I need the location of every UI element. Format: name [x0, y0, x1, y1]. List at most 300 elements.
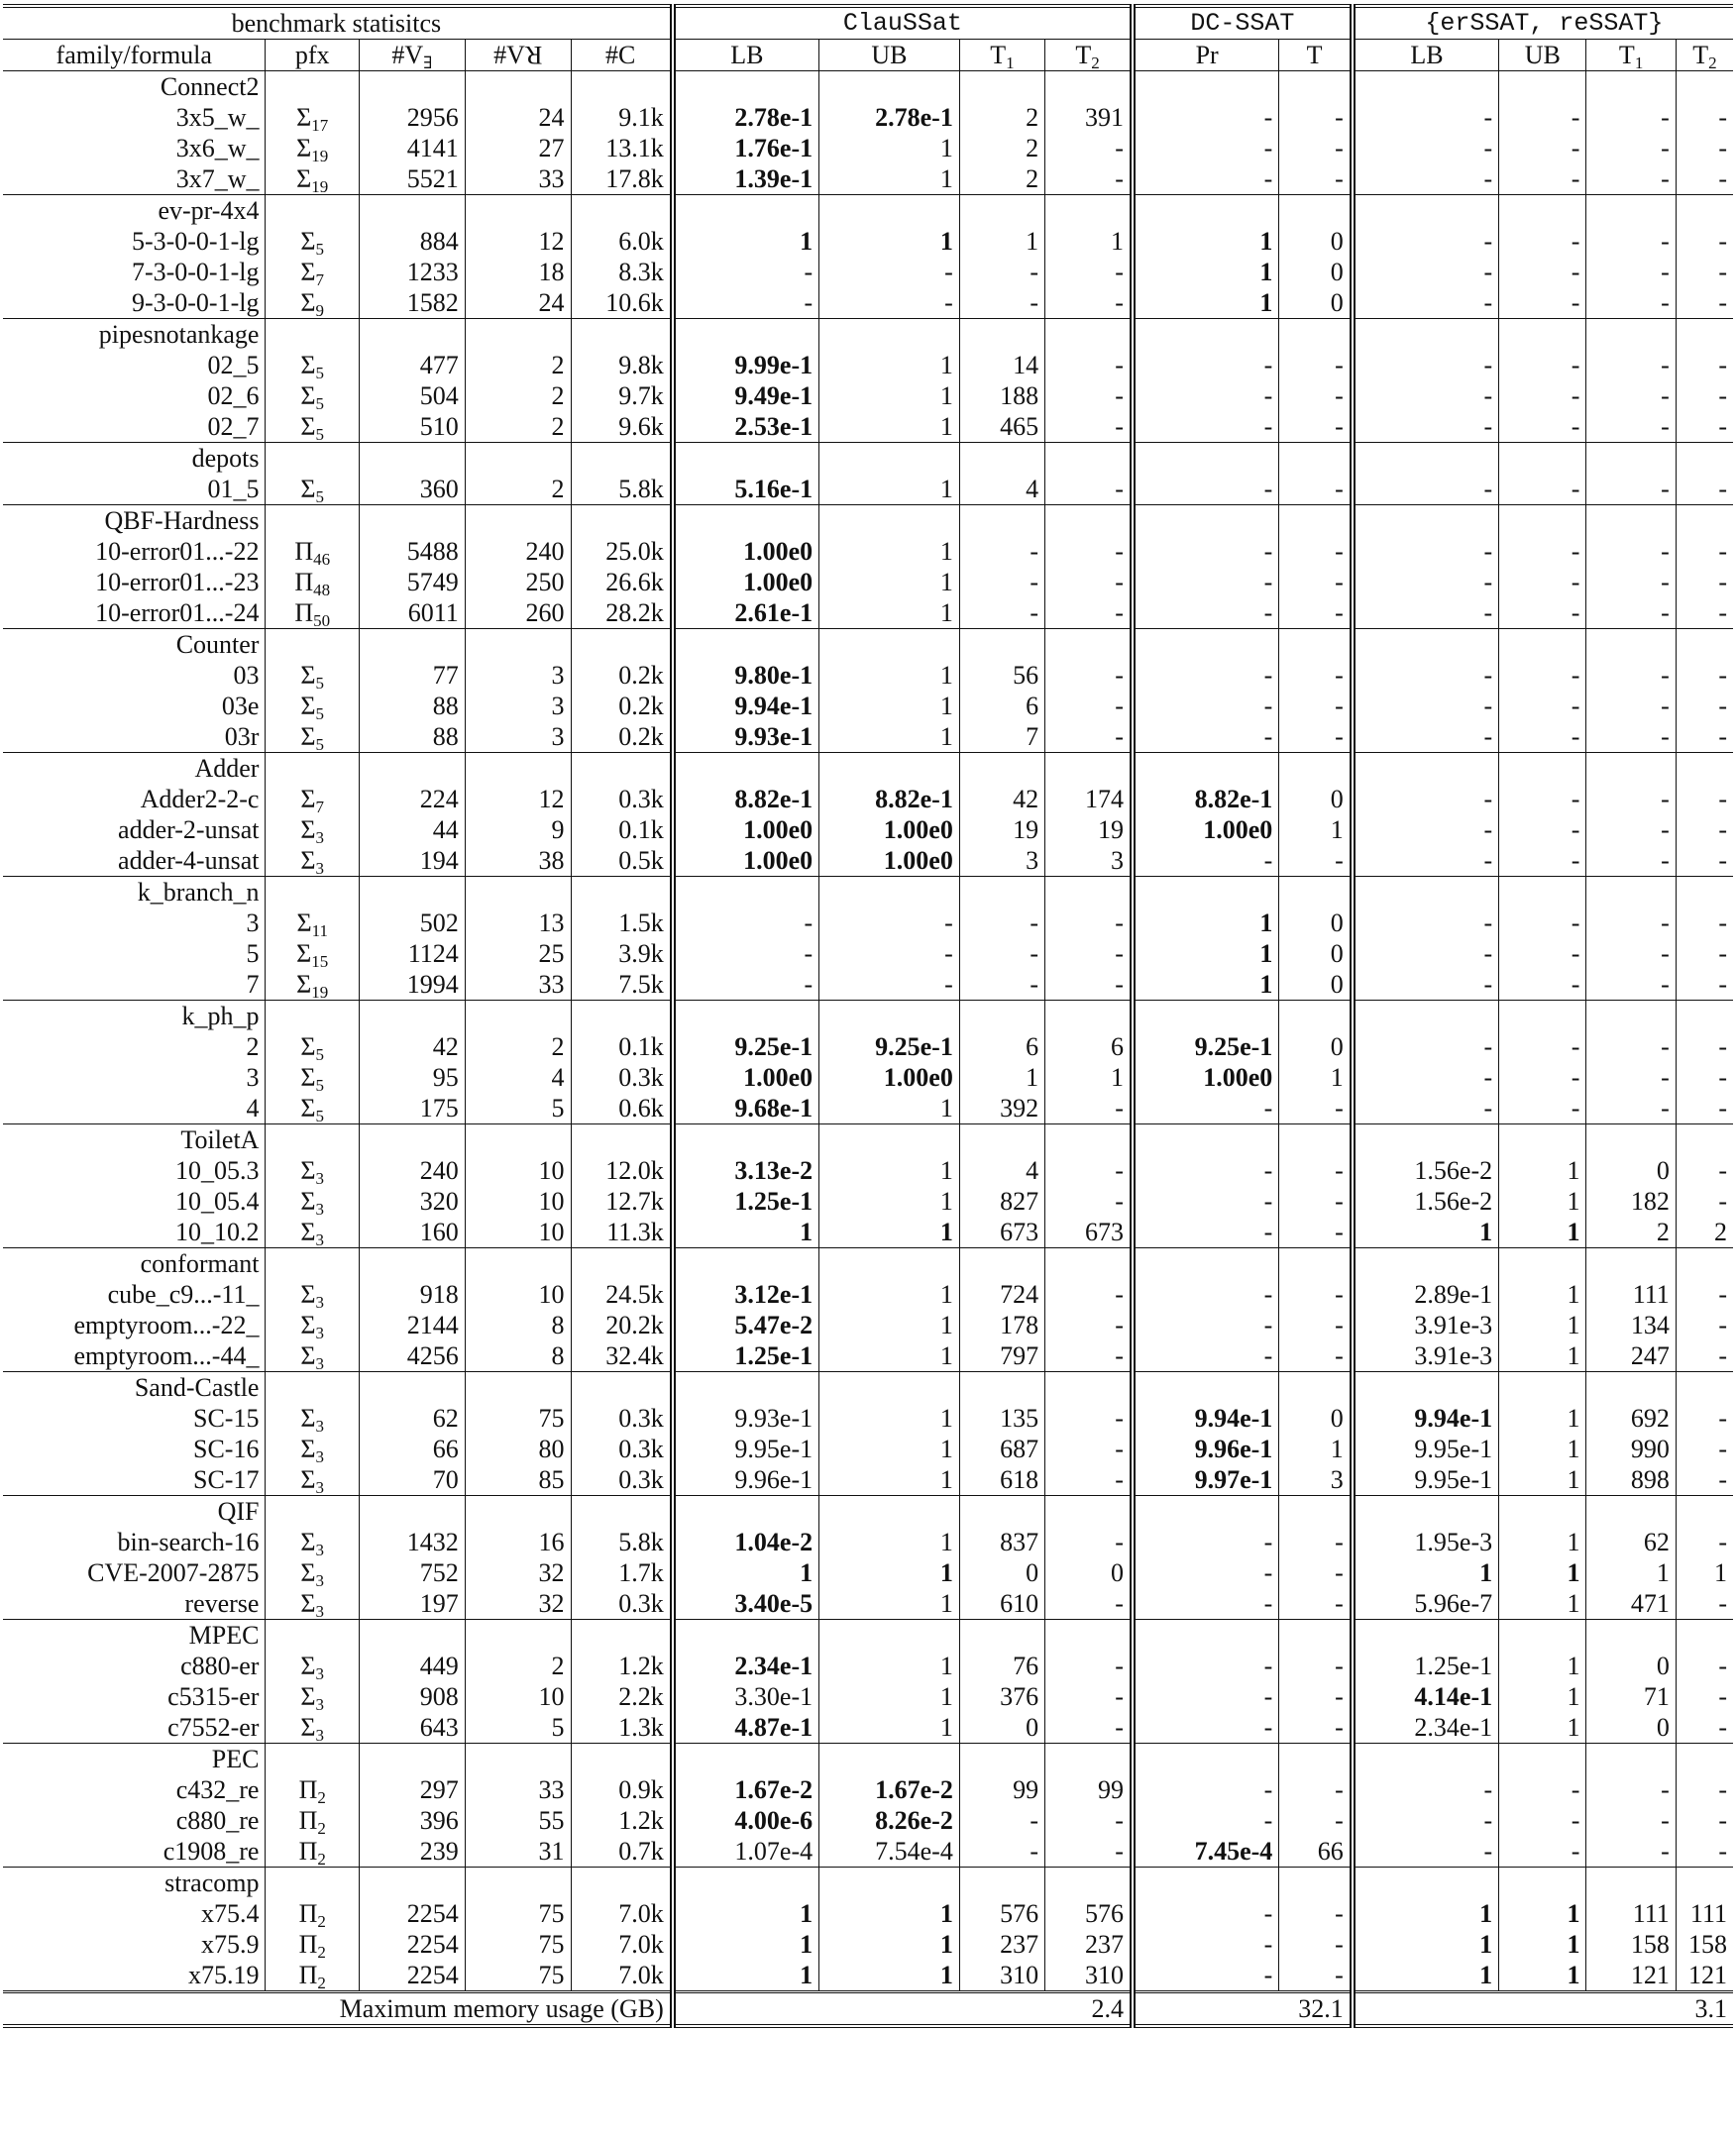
cell-vrandom: 55 [465, 1805, 571, 1836]
prefix-symbol: Π [294, 568, 314, 596]
family-row-empty-cell [673, 753, 819, 785]
family-row-empty-cell [1676, 1248, 1733, 1280]
results-body [3, 71, 1733, 1992]
cell-clausat-t1: 1 [959, 1062, 1044, 1093]
family-row-empty-cell [1045, 1496, 1133, 1528]
cell-vexists: 1994 [359, 969, 465, 1001]
cell-dcssat-pr: 1 [1133, 257, 1279, 287]
cell-erssat-t1: - [1586, 350, 1676, 380]
cell-clausat-t2: - [1045, 567, 1133, 597]
cell-vrandom: 2 [465, 411, 571, 443]
cell-vrandom: 32 [465, 1588, 571, 1620]
family-row-empty-cell [1353, 505, 1499, 537]
cell-clausat-t2: - [1045, 411, 1133, 443]
family-row-empty-cell [1676, 1868, 1733, 1899]
family-row [3, 1372, 1733, 1404]
cell-clausat-t2: - [1045, 908, 1133, 938]
family-row-empty-cell [1676, 505, 1733, 537]
family-row-empty-cell [673, 319, 819, 351]
family-row-empty-cell [1586, 71, 1676, 103]
memory-usage-label: Maximum memory usage (GB) [3, 1992, 673, 2027]
cell-dcssat-pr: 8.82e-1 [1133, 784, 1279, 814]
prefix-symbol: Σ [300, 1652, 316, 1680]
cell-erssat-t2: - [1676, 1836, 1733, 1868]
cell-erssat-ub: 1 [1499, 1186, 1586, 1217]
cell-formula: emptyroom...-44_ [73, 1341, 260, 1370]
family-row-empty-cell [1133, 443, 1279, 475]
table-row [3, 226, 1733, 257]
col-header-dcssat-t: T [1279, 40, 1353, 71]
prefix-symbol: Σ [300, 1589, 316, 1618]
cell-dcssat-t: - [1279, 536, 1353, 567]
cell-clausat-lb: 5.47e-2 [673, 1310, 819, 1340]
family-row-empty-cell [465, 629, 571, 661]
family-row-empty-cell [1133, 71, 1279, 103]
family-row-empty-cell [1499, 443, 1586, 475]
cell-clausat-t1: 188 [959, 380, 1044, 411]
cell-clauses: 9.7k [571, 380, 673, 411]
cell-formula: 10-error01...-22 [95, 537, 260, 566]
family-row [3, 753, 1733, 785]
cell-dcssat-pr: - [1133, 536, 1279, 567]
cell-formula: 03 [233, 661, 260, 690]
prefix-level: 3 [315, 1447, 325, 1464]
family-row-empty-cell [1133, 753, 1279, 785]
cell-vrandom: 31 [465, 1836, 571, 1868]
cell-clauses: 11.3k [571, 1217, 673, 1248]
cell-clausat-ub: 1 [819, 1093, 960, 1124]
memory-usage-dcssat: 32.1 [1133, 1992, 1353, 2027]
cell-clausat-t1: 610 [959, 1588, 1044, 1620]
family-row-empty-cell [1279, 1372, 1353, 1404]
cell-formula: x75.19 [187, 1961, 260, 1989]
cell-formula: 03e [221, 692, 260, 720]
cell-vrandom: 27 [465, 133, 571, 163]
cell-formula: 02_5 [207, 351, 260, 379]
cell-clausat-t1: 310 [959, 1960, 1044, 1992]
cell-vrandom: 33 [465, 969, 571, 1001]
cell-clauses: 28.2k [571, 597, 673, 629]
prefix-symbol: Σ [300, 1558, 316, 1587]
table-row [3, 350, 1733, 380]
cell-vrandom: 12 [465, 784, 571, 814]
cell-clausat-lb: 9.80e-1 [673, 660, 819, 691]
family-name: depots [3, 443, 266, 475]
cell-pfx [266, 474, 359, 505]
cell-vrandom: 16 [465, 1527, 571, 1557]
family-row-empty-cell [266, 71, 359, 103]
cell-dcssat-t: 1 [1279, 814, 1353, 845]
cell-erssat-t2: - [1676, 163, 1733, 195]
cell-clauses: 1.5k [571, 908, 673, 938]
cell-clausat-t2: 673 [1045, 1217, 1133, 1248]
table-row [3, 938, 1733, 969]
cell-dcssat-t: - [1279, 567, 1353, 597]
cell-erssat-t2: - [1676, 1464, 1733, 1496]
family-row-empty-cell [1586, 1620, 1676, 1652]
cell-clausat-t1: 837 [959, 1527, 1044, 1557]
cell-clausat-t2: - [1045, 969, 1133, 1001]
cell-erssat-ub: - [1499, 1093, 1586, 1124]
cell-pfx [266, 257, 359, 287]
cell-vexists: 62 [359, 1403, 465, 1434]
cell-formula: bin-search-16 [117, 1528, 260, 1556]
cell-clausat-t2: - [1045, 1527, 1133, 1557]
table-row [3, 567, 1733, 597]
cell-clausat-ub: 8.26e-2 [819, 1805, 960, 1836]
cell-clausat-t2: - [1045, 287, 1133, 319]
cell-clausat-lb: 9.99e-1 [673, 350, 819, 380]
cell-clauses: 13.1k [571, 133, 673, 163]
table-row [3, 133, 1733, 163]
cell-vexists: 95 [359, 1062, 465, 1093]
cell-clausat-t1: - [959, 567, 1044, 597]
cell-dcssat-t: - [1279, 133, 1353, 163]
cell-dcssat-pr: - [1133, 1774, 1279, 1805]
col-header-clauses: #C [571, 40, 673, 71]
family-row-empty-cell [1045, 1744, 1133, 1775]
cell-erssat-t2: - [1676, 1805, 1733, 1836]
table-row [3, 474, 1733, 505]
memory-usage-row [3, 1992, 1733, 2027]
cell-dcssat-t: 0 [1279, 226, 1353, 257]
cell-erssat-t1: 158 [1586, 1929, 1676, 1960]
family-row-empty-cell [1586, 505, 1676, 537]
cell-pfx [266, 1340, 359, 1372]
family-row-empty-cell [571, 1868, 673, 1899]
cell-clausat-t1: 3 [959, 845, 1044, 877]
family-row-empty-cell [1353, 1001, 1499, 1032]
family-row-empty-cell [1676, 629, 1733, 661]
cell-clausat-t1: - [959, 257, 1044, 287]
cell-clausat-t2: 576 [1045, 1898, 1133, 1929]
cell-clausat-t2: 174 [1045, 784, 1133, 814]
family-row-empty-cell [819, 71, 960, 103]
prefix-symbol: Σ [300, 288, 316, 317]
cell-vrandom: 2 [465, 1031, 571, 1062]
cell-pfx [266, 969, 359, 1001]
prefix-level: 3 [315, 1664, 325, 1681]
family-row-empty-cell [465, 505, 571, 537]
table-row [3, 784, 1733, 814]
family-row [3, 319, 1733, 351]
cell-clausat-t1: 376 [959, 1681, 1044, 1712]
cell-erssat-t1: 62 [1586, 1527, 1676, 1557]
cell-vrandom: 4 [465, 1062, 571, 1093]
cell-dcssat-pr: - [1133, 163, 1279, 195]
cell-erssat-ub: - [1499, 380, 1586, 411]
cell-clausat-t1: 4 [959, 1155, 1044, 1186]
family-row-empty-cell [959, 1620, 1044, 1652]
family-row-empty-cell [1676, 877, 1733, 909]
cell-vrandom: 75 [465, 1403, 571, 1434]
cell-clauses: 0.1k [571, 1031, 673, 1062]
cell-formula: 3x7_w_ [175, 164, 260, 193]
cell-clausat-ub: 1 [819, 1651, 960, 1681]
cell-dcssat-pr: - [1133, 1805, 1279, 1836]
family-row [3, 1620, 1733, 1652]
cell-vrandom: 33 [465, 1774, 571, 1805]
cell-erssat-t2: - [1676, 1774, 1733, 1805]
cell-erssat-lb: 9.94e-1 [1353, 1403, 1499, 1434]
cell-formula: 5-3-0-0-1-lg [131, 227, 260, 256]
cell-pfx [266, 597, 359, 629]
cell-vexists: 510 [359, 411, 465, 443]
family-row-empty-cell [1133, 319, 1279, 351]
cell-dcssat-pr: - [1133, 1557, 1279, 1588]
group-header-row [3, 6, 1733, 40]
cell-erssat-t2: - [1676, 1062, 1733, 1093]
family-row-empty-cell [1133, 1372, 1279, 1404]
cell-clausat-lb: - [673, 969, 819, 1001]
cell-dcssat-pr: - [1133, 660, 1279, 691]
cell-clausat-t2: 1 [1045, 1062, 1133, 1093]
family-name: Adder [3, 753, 266, 785]
cell-pfx [266, 350, 359, 380]
cell-vrandom: 2 [465, 380, 571, 411]
family-row-empty-cell [359, 443, 465, 475]
cell-formula: 3x5_w_ [175, 103, 260, 132]
family-row-empty-cell [1676, 1496, 1733, 1528]
prefix-level: 2 [317, 1819, 326, 1836]
family-row-empty-cell [465, 877, 571, 909]
cell-vrandom: 24 [465, 102, 571, 133]
cell-formula: 10-error01...-24 [95, 598, 260, 627]
table-row [3, 287, 1733, 319]
cell-clausat-lb: 2.61e-1 [673, 597, 819, 629]
col-header-vexists: $\#V_\exists$ [359, 40, 465, 71]
cell-pfx [266, 1031, 359, 1062]
family-row-empty-cell [1676, 1744, 1733, 1775]
prefix-level: 3 [315, 1324, 325, 1340]
table-row [3, 102, 1733, 133]
cell-vexists: 1124 [359, 938, 465, 969]
family-row-empty-cell [1353, 1124, 1499, 1156]
cell-dcssat-t: 3 [1279, 1464, 1353, 1496]
cell-erssat-lb: - [1353, 938, 1499, 969]
cell-dcssat-pr: - [1133, 102, 1279, 133]
cell-erssat-ub: 1 [1499, 1557, 1586, 1588]
cell-clausat-ub: 1 [819, 567, 960, 597]
cell-clausat-lb: 2.34e-1 [673, 1651, 819, 1681]
col-header-erssat-t1: $T_1$ [1586, 40, 1676, 71]
cell-dcssat-t: - [1279, 411, 1353, 443]
cell-clausat-lb: 9.68e-1 [673, 1093, 819, 1124]
cell-vexists: 42 [359, 1031, 465, 1062]
cell-dcssat-t: - [1279, 1279, 1353, 1310]
cell-erssat-lb: - [1353, 691, 1499, 721]
family-row-empty-cell [571, 319, 673, 351]
cell-pfx [266, 1960, 359, 1992]
cell-clausat-lb: 3.13e-2 [673, 1155, 819, 1186]
cell-formula: SC-16 [193, 1435, 260, 1463]
family-row-empty-cell [1045, 71, 1133, 103]
prefix-symbol: Σ [300, 1404, 316, 1433]
cell-erssat-ub: - [1499, 969, 1586, 1001]
family-name: ev-pr-4x4 [3, 195, 266, 227]
cell-erssat-ub: - [1499, 1031, 1586, 1062]
cell-erssat-lb: 1 [1353, 1557, 1499, 1588]
family-row [3, 195, 1733, 227]
family-row-empty-cell [819, 753, 960, 785]
table-row [3, 1929, 1733, 1960]
family-row-empty-cell [1586, 1496, 1676, 1528]
cell-pfx [266, 1434, 359, 1464]
cell-vexists: 297 [359, 1774, 465, 1805]
cell-dcssat-t: - [1279, 1712, 1353, 1744]
cell-dcssat-t: - [1279, 1093, 1353, 1124]
cell-erssat-t1: - [1586, 660, 1676, 691]
cell-pfx [266, 938, 359, 969]
table-row [3, 1434, 1733, 1464]
prefix-level: 5 [315, 704, 325, 721]
family-row-empty-cell [959, 1744, 1044, 1775]
family-row-empty-cell [1353, 1496, 1499, 1528]
cell-clausat-lb: 4.00e-6 [673, 1805, 819, 1836]
family-row-empty-cell [1279, 1744, 1353, 1775]
cell-clausat-ub: 9.25e-1 [819, 1031, 960, 1062]
col-header-dcssat-pr: Pr [1133, 40, 1279, 71]
cell-dcssat-pr: - [1133, 350, 1279, 380]
family-row-empty-cell [465, 1868, 571, 1899]
cell-erssat-lb: - [1353, 536, 1499, 567]
cell-erssat-lb: - [1353, 969, 1499, 1001]
family-row-empty-cell [1586, 1744, 1676, 1775]
cell-clauses: 0.5k [571, 845, 673, 877]
family-row-empty-cell [1279, 1124, 1353, 1156]
cell-dcssat-pr: - [1133, 1651, 1279, 1681]
cell-vexists: 752 [359, 1557, 465, 1588]
cell-clausat-ub: 1 [819, 350, 960, 380]
cell-vrandom: 8 [465, 1310, 571, 1340]
family-row-empty-cell [359, 1248, 465, 1280]
cell-clausat-t1: 19 [959, 814, 1044, 845]
cell-erssat-ub: - [1499, 814, 1586, 845]
prefix-level: 5 [315, 1107, 325, 1124]
cell-erssat-t2: - [1676, 287, 1733, 319]
cell-erssat-ub: - [1499, 721, 1586, 753]
cell-pfx [266, 1464, 359, 1496]
cell-vexists: 2254 [359, 1960, 465, 1992]
family-name: pipesnotankage [3, 319, 266, 351]
family-row-empty-cell [1586, 319, 1676, 351]
cell-vexists: 5521 [359, 163, 465, 195]
prefix-symbol: Σ [300, 1218, 316, 1246]
cell-erssat-t2: - [1676, 1093, 1733, 1124]
cell-dcssat-pr: - [1133, 845, 1279, 877]
cell-pfx [266, 1805, 359, 1836]
cell-vrandom: 3 [465, 660, 571, 691]
cell-erssat-t2: - [1676, 597, 1733, 629]
cell-erssat-lb: 5.96e-7 [1353, 1588, 1499, 1620]
prefix-symbol: Σ [296, 970, 312, 999]
family-row-empty-cell [1045, 753, 1133, 785]
cell-clausat-t1: - [959, 1836, 1044, 1868]
cell-clauses: 5.8k [571, 1527, 673, 1557]
cell-vexists: 4141 [359, 133, 465, 163]
cell-pfx [266, 380, 359, 411]
cell-erssat-ub: 1 [1499, 1340, 1586, 1372]
cell-clausat-t2: 6 [1045, 1031, 1133, 1062]
cell-formula: 10_10.2 [174, 1218, 260, 1246]
cell-vexists: 502 [359, 908, 465, 938]
prefix-symbol: Σ [300, 722, 316, 751]
cell-clausat-t2: - [1045, 350, 1133, 380]
prefix-level: 5 [315, 364, 325, 380]
family-row-empty-cell [959, 71, 1044, 103]
family-row-empty-cell [1499, 629, 1586, 661]
cell-dcssat-t: 0 [1279, 257, 1353, 287]
cell-clauses: 20.2k [571, 1310, 673, 1340]
family-row-empty-cell [571, 1001, 673, 1032]
cell-clausat-t1: 2 [959, 102, 1044, 133]
cell-dcssat-t: 0 [1279, 1031, 1353, 1062]
family-row-empty-cell [359, 319, 465, 351]
table-row [3, 1774, 1733, 1805]
cell-erssat-t1: - [1586, 721, 1676, 753]
memory-usage-erssat: 3.1 [1353, 1992, 1733, 2027]
family-row-empty-cell [1353, 753, 1499, 785]
cell-erssat-t1: - [1586, 163, 1676, 195]
prefix-symbol: Π [298, 1837, 318, 1866]
cell-erssat-ub: 1 [1499, 1960, 1586, 1992]
cell-clausat-lb: 1 [673, 1929, 819, 1960]
cell-pfx [266, 721, 359, 753]
cell-erssat-lb: - [1353, 411, 1499, 443]
prefix-symbol: Σ [300, 1094, 316, 1122]
cell-clausat-ub: 1 [819, 721, 960, 753]
table-row [3, 1310, 1733, 1340]
family-row-empty-cell [1586, 1868, 1676, 1899]
cell-dcssat-pr: - [1133, 1279, 1279, 1310]
cell-vrandom: 75 [465, 1898, 571, 1929]
family-row-empty-cell [673, 1620, 819, 1652]
cell-erssat-ub: - [1499, 350, 1586, 380]
cell-clauses: 12.0k [571, 1155, 673, 1186]
family-row-empty-cell [571, 1620, 673, 1652]
cell-clausat-lb: 1.00e0 [673, 536, 819, 567]
table-row [3, 721, 1733, 753]
family-row-empty-cell [959, 1001, 1044, 1032]
family-row-empty-cell [571, 1248, 673, 1280]
cell-pfx [266, 1062, 359, 1093]
cell-erssat-ub: - [1499, 102, 1586, 133]
cell-vexists: 239 [359, 1836, 465, 1868]
cell-clauses: 0.1k [571, 814, 673, 845]
prefix-level: 3 [315, 1417, 325, 1434]
family-row-empty-cell [1586, 877, 1676, 909]
cell-clauses: 5.8k [571, 474, 673, 505]
cell-erssat-t2: - [1676, 1031, 1733, 1062]
cell-vrandom: 10 [465, 1217, 571, 1248]
family-row-empty-cell [571, 1372, 673, 1404]
family-row-empty-cell [1353, 195, 1499, 227]
prefix-level: 5 [315, 1076, 325, 1093]
family-row-empty-cell [959, 505, 1044, 537]
cell-erssat-t2: - [1676, 1681, 1733, 1712]
cell-pfx [266, 1186, 359, 1217]
cell-dcssat-pr: - [1133, 133, 1279, 163]
cell-pfx [266, 1898, 359, 1929]
cell-erssat-lb: 1 [1353, 1929, 1499, 1960]
cell-clausat-lb: 2.78e-1 [673, 102, 819, 133]
prefix-symbol: Σ [300, 692, 316, 720]
family-name: PEC [3, 1744, 266, 1775]
cell-dcssat-t: - [1279, 1217, 1353, 1248]
cell-erssat-lb: - [1353, 784, 1499, 814]
family-name: k_branch_n [3, 877, 266, 909]
cell-pfx [266, 660, 359, 691]
